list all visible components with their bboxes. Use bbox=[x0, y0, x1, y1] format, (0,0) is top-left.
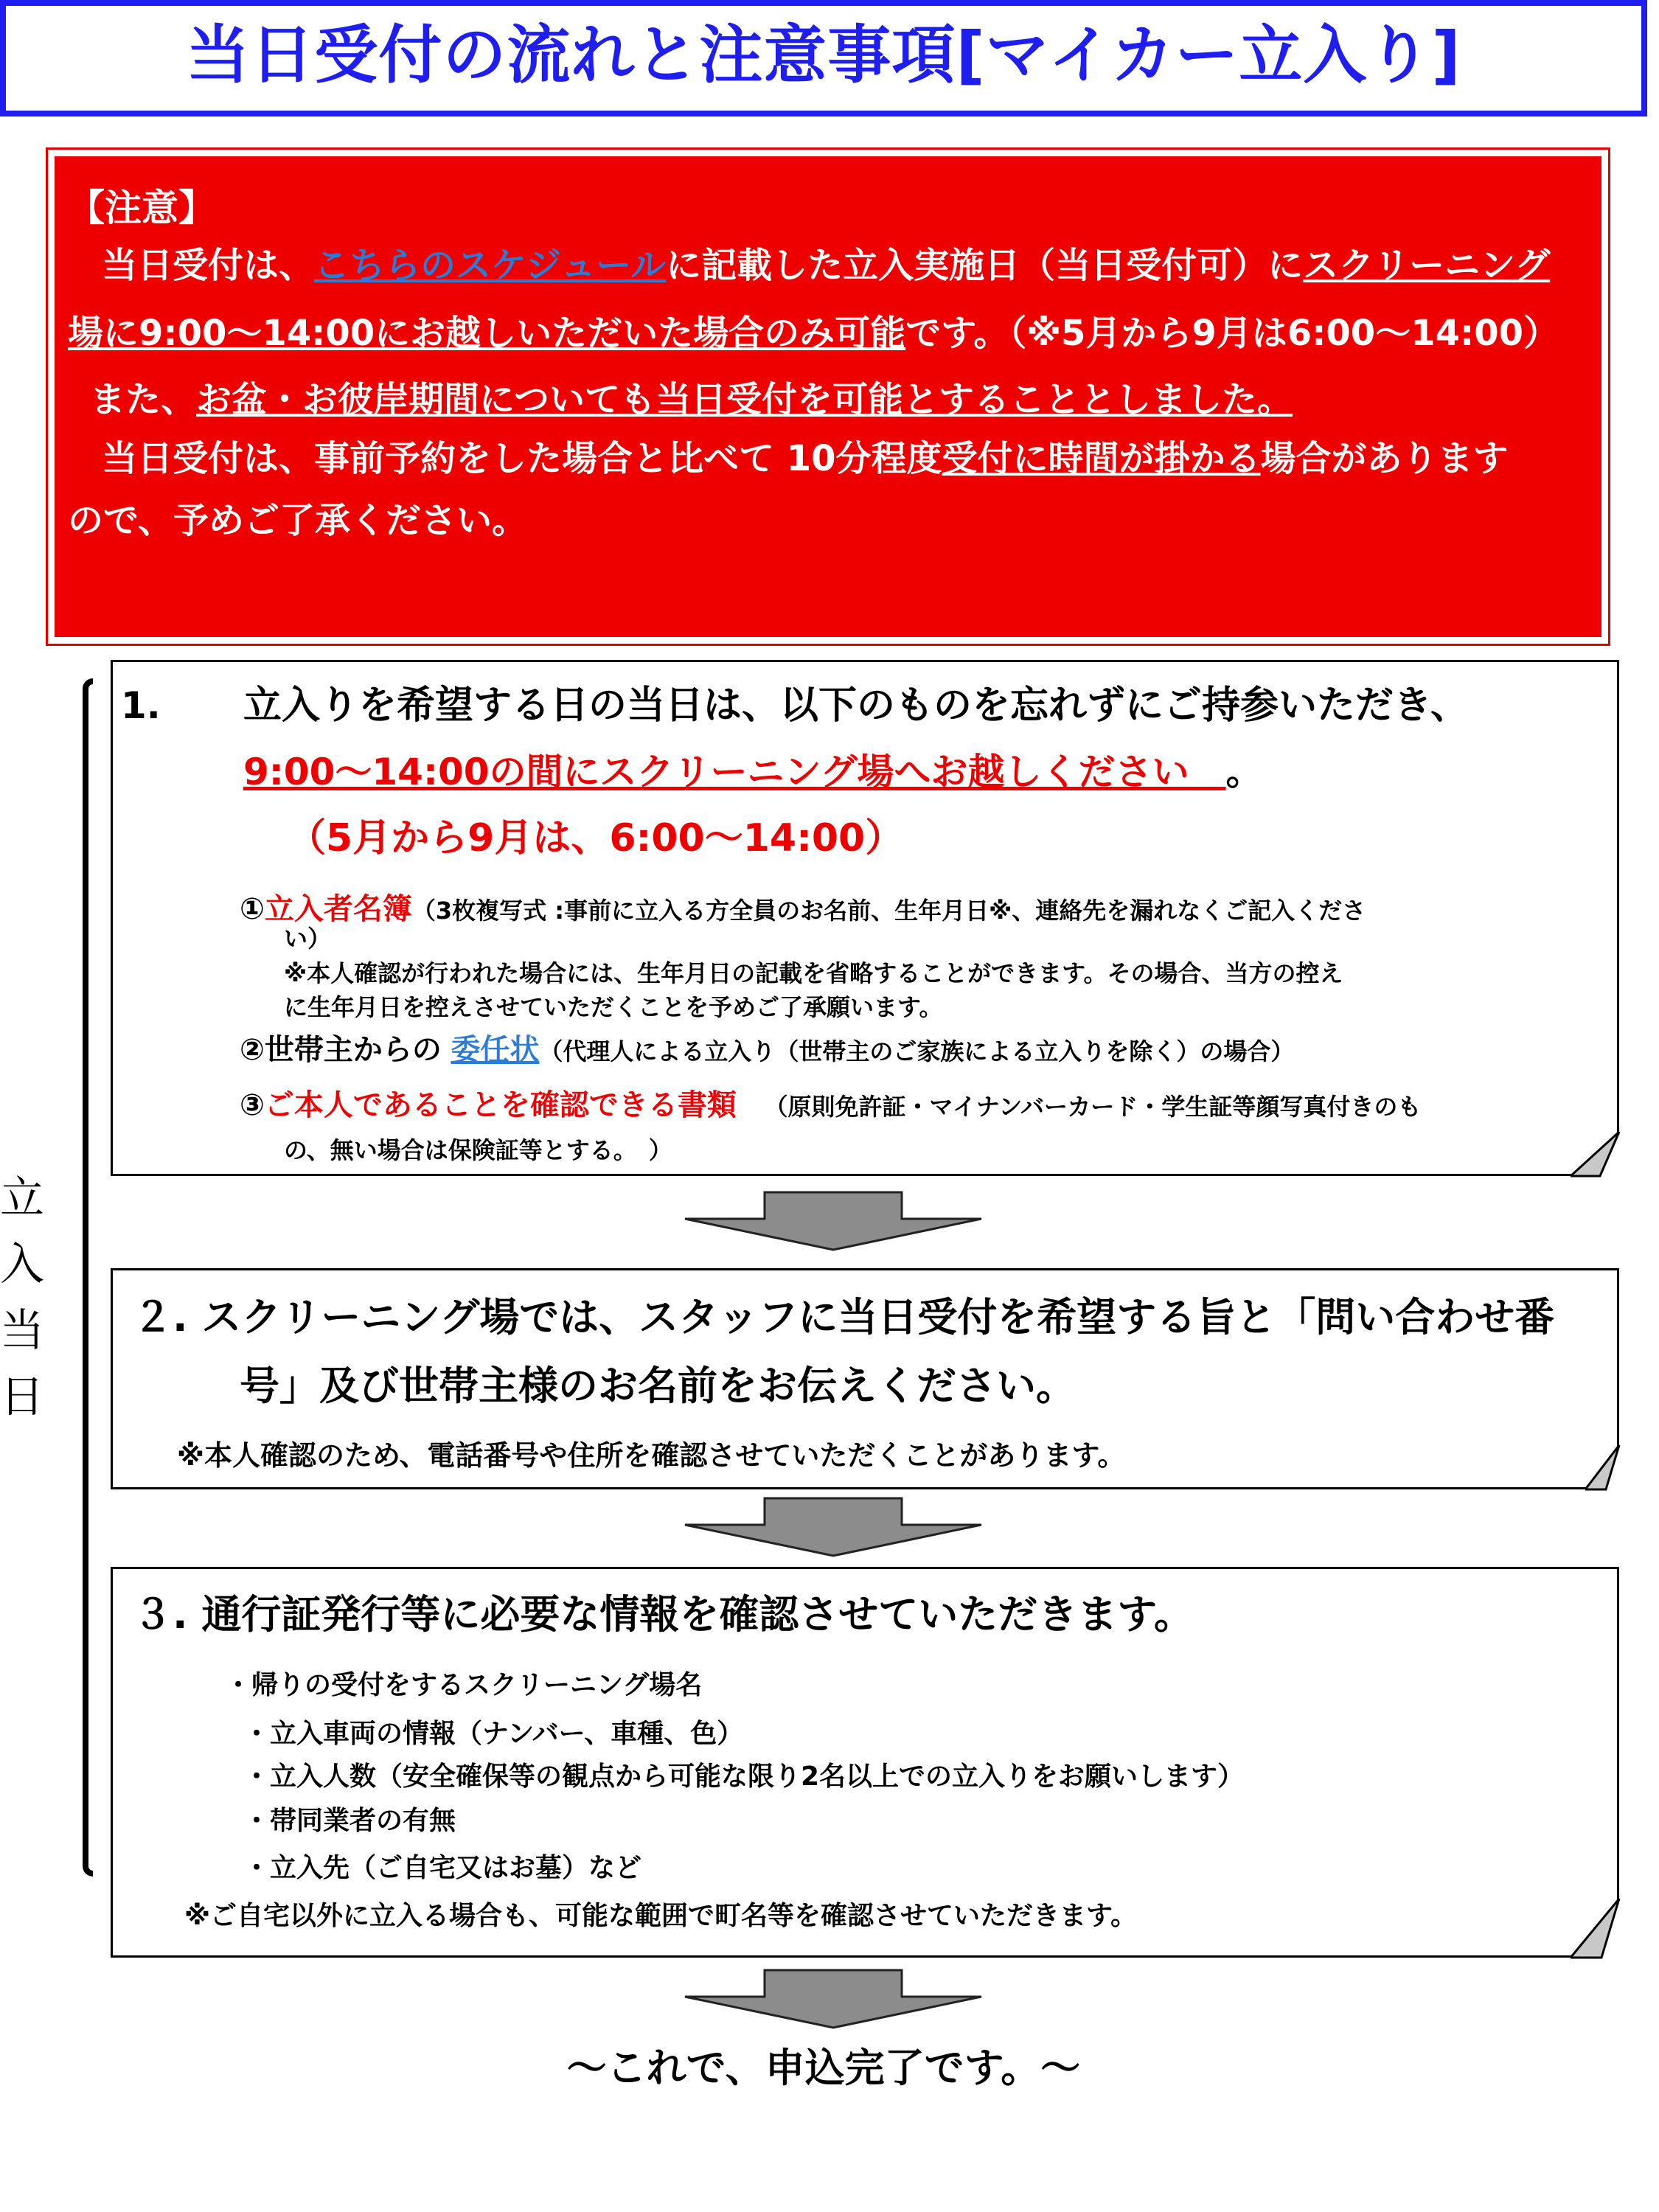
step2-line2: 号」及び世帯主様のお名前をお伝えください。 bbox=[240, 1363, 1076, 1409]
schedule-link[interactable]: こちらのスケジュール bbox=[314, 245, 667, 286]
step3-item: ・立入車両の情報（ナンバー、車種、色） bbox=[243, 1719, 744, 1749]
step2-line1: ２. スクリーニング場では、スタッフに当日受付を希望する旨と「問い合わせ番 bbox=[133, 1294, 1555, 1340]
step1-hours-note: （5月から9月は、6:00～14:00） bbox=[288, 816, 904, 860]
page-title: 当日受付の流れと注意事項[マイカー立入り] bbox=[186, 18, 1461, 92]
step3-item: ・立入人数（安全確保等の観点から可能な限り2名以上での立入りをお願いします） bbox=[243, 1761, 1245, 1792]
side-label-char: 当 bbox=[0, 1305, 44, 1357]
step1-item1-note1: ※本人確認が行われた場合には、生年月日の記載を省略することができます。その場合、当方の控え bbox=[284, 959, 1343, 987]
day-bracket bbox=[83, 678, 93, 1877]
step3-item: ・帯同業者の有無 bbox=[243, 1806, 456, 1836]
step3-line1: ３. 通行証発行等に必要な情報を確認させていただきます。 bbox=[133, 1591, 1194, 1638]
step3-item: ・立入先（ご自宅又はお墓）など bbox=[243, 1853, 642, 1883]
step1-item3: ③ご本人であることを確認できる書類 （原則免許証・マイナンバーカード・学生証等顔写真付きのも bbox=[240, 1088, 1422, 1122]
notice-line-5: ので、予めご了承ください。 bbox=[68, 500, 528, 541]
side-label-char: 入 bbox=[0, 1239, 44, 1290]
notice-heading: 【注意】 bbox=[68, 187, 215, 229]
notice-line-1: 当日受付は、こちらのスケジュールに記載した立入実施日（当日受付可）にスクリーニング bbox=[102, 245, 1551, 286]
notice-line-2: 場に9:00～14:00にお越しいただいた場合のみ可能です。（※5月から9月は6:00～14:00） bbox=[68, 313, 1559, 354]
down-arrow-icon bbox=[682, 1497, 984, 1557]
side-label-char: 立 bbox=[0, 1172, 44, 1224]
step1-item1: ①立入者名簿（3枚複写式 :事前に立入る方全員のお名前、生年月日※、連絡先を漏れなくご記入くださ bbox=[240, 892, 1366, 926]
side-label-char: 日 bbox=[0, 1371, 44, 1423]
step1-line2: 9:00～14:00の間にスクリーニング場へお越しください 。 bbox=[243, 751, 1263, 793]
step1-item1-cont: い） bbox=[284, 925, 332, 953]
step3-item: ・帰りの受付をするスクリーニング場名 bbox=[225, 1670, 703, 1700]
completion-message: ～これで、申込完了です。～ bbox=[566, 2045, 1081, 2091]
step1-item1-note2: に生年月日を控えさせていただくことを予めご了承願います。 bbox=[284, 993, 943, 1021]
step1-number: 1. bbox=[121, 684, 161, 727]
step2-note: ※本人確認のため、電話番号や住所を確認させていただくことがあります。 bbox=[177, 1439, 1126, 1472]
page-curl-icon bbox=[1585, 1445, 1622, 1491]
down-arrow-icon bbox=[682, 1191, 984, 1251]
page-curl-icon bbox=[1571, 1132, 1622, 1178]
page-curl-icon bbox=[1571, 1899, 1622, 1959]
step1-item3-cont: の、無い場合は保険証等とする。 ） bbox=[284, 1136, 672, 1164]
down-arrow-icon bbox=[682, 1969, 984, 2029]
step1-item2: ②世帯主からの 委任状（代理人による立入り（世帯主のご家族による立入りを除く）の場合） bbox=[240, 1033, 1295, 1067]
proxy-form-link[interactable]: 委任状 bbox=[451, 1033, 540, 1067]
step3-note: ※ご自宅以外に立入る場合も、可能な範囲で町名等を確認させていただきます。 bbox=[184, 1901, 1138, 1931]
notice-line-4: 当日受付は、事前予約をした場合と比べて 10分程度受付に時間が掛かる場合があります bbox=[102, 438, 1509, 479]
notice-line-3: また、お盆・お彼岸期間についても当日受付を可能とすることとしました。 bbox=[90, 379, 1293, 420]
step1-line1: 立入りを希望する日の当日は、以下のものを忘れずにご持参いただき、 bbox=[243, 684, 1469, 728]
